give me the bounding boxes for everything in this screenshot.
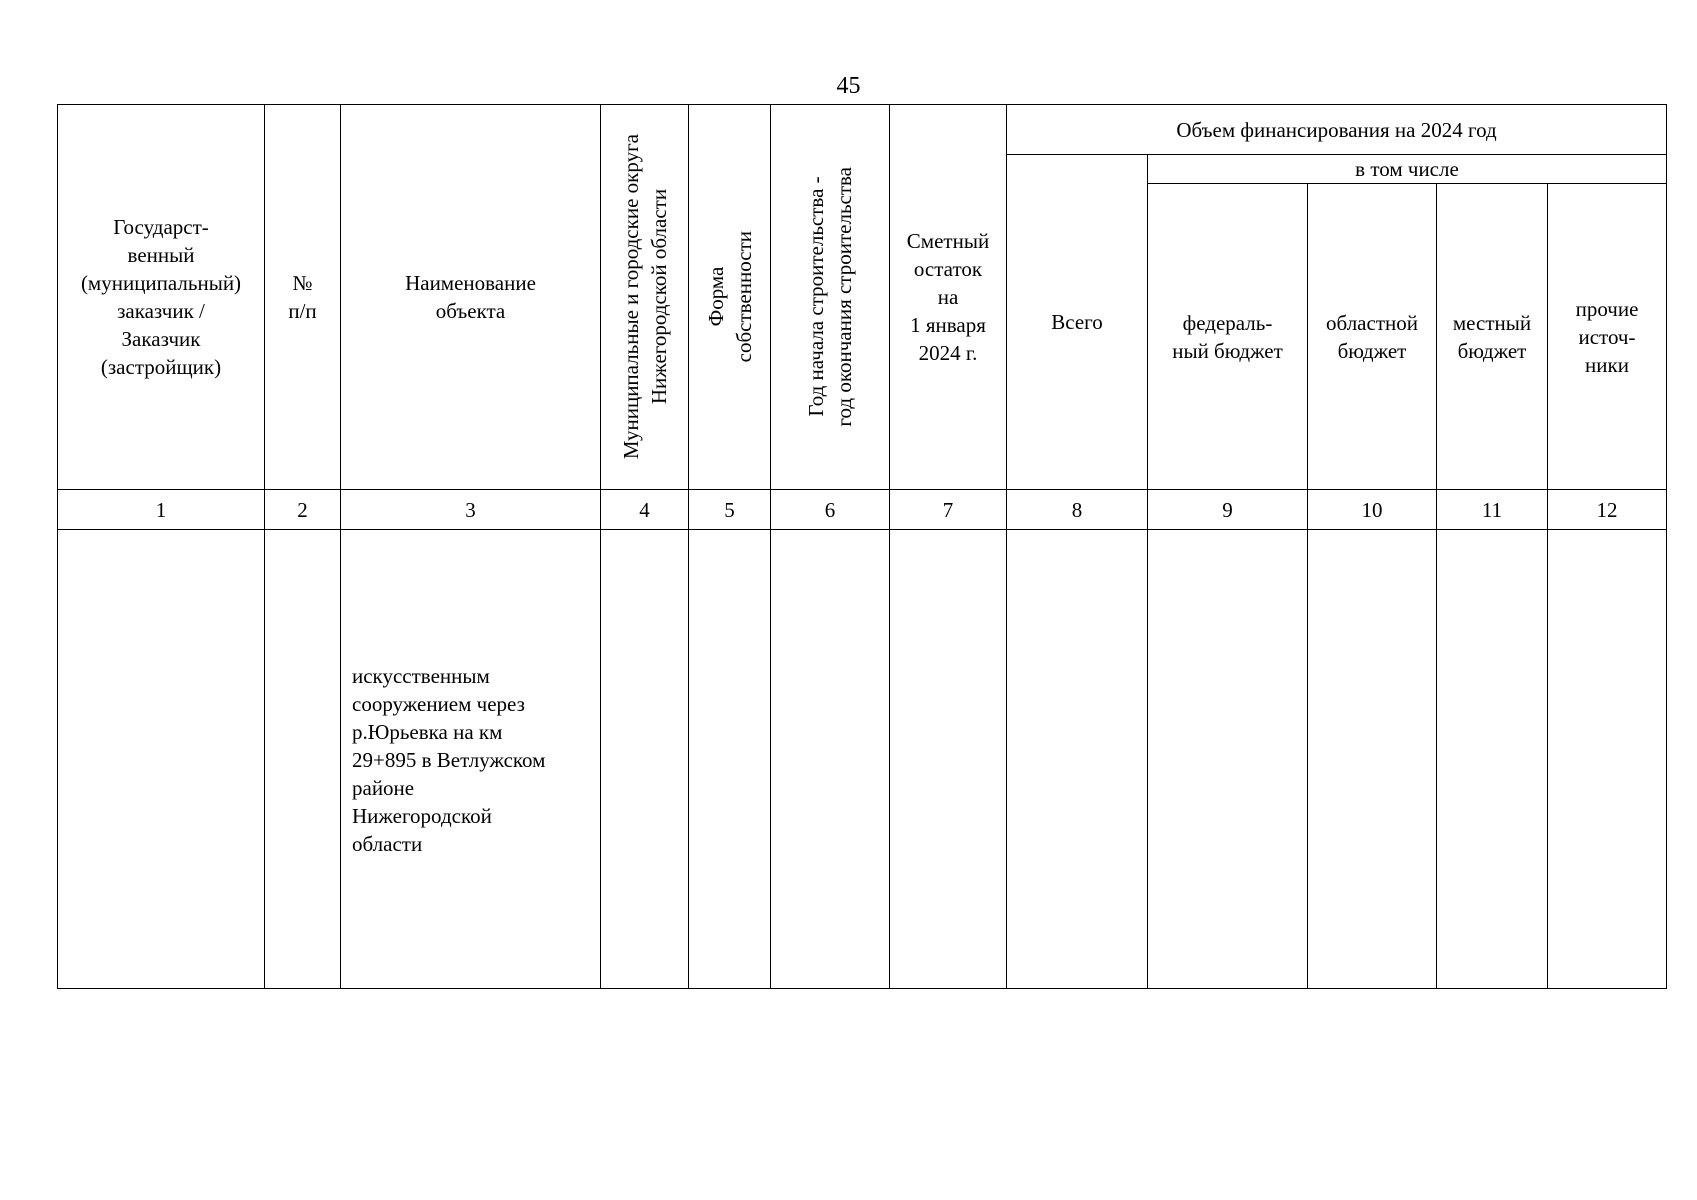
column-number: 3 [341,490,601,530]
header-including: в том числе [1148,155,1667,184]
header-construction-years-text: Год начала строительства - год окончания строительства [804,167,856,427]
cell-ownership [689,530,771,989]
cell-other [1548,530,1667,989]
cell-regional [1308,530,1437,989]
column-number: 4 [601,490,689,530]
header-customer: Государст- венный (муниципальный) заказчик / Заказчик (застройщик) [58,105,265,490]
header-financing-title: Объем финансирования на 2024 год [1007,105,1667,155]
header-municipalities [601,105,689,490]
column-number: 12 [1548,490,1667,530]
column-number: 9 [1148,490,1308,530]
header-ownership [689,105,771,490]
cell-customer [58,530,265,989]
cell-federal [1148,530,1308,989]
header-object-name: Наименование объекта [341,105,601,490]
cell-total [1007,530,1148,989]
column-numbers-row [58,490,1667,530]
header-local: местный бюджет [1437,184,1548,490]
header-regional: областной бюджет [1308,184,1437,490]
page-number: 45 [836,73,861,99]
cell-num [265,530,341,989]
header-federal: федераль- ный бюджет [1148,184,1308,490]
header-municipalities-text: Муниципальные и городские округа Нижегородской области [618,134,671,460]
header-num: № п/п [265,105,341,490]
column-number: 8 [1007,490,1148,530]
header-ownership-text: Форма собственности [703,231,756,363]
cell-estimate-balance [890,530,1007,989]
column-number: 10 [1308,490,1437,530]
financing-table [57,104,1667,989]
header-estimate-balance: Сметный остаток на 1 января 2024 г. [890,105,1007,490]
column-number: 1 [58,490,265,530]
column-number: 7 [890,490,1007,530]
header-row-1 [58,105,1667,155]
cell-local [1437,530,1548,989]
cell-municipalities [601,530,689,989]
header-total: Всего [1007,155,1148,490]
header-construction-years [771,105,890,490]
column-number: 5 [689,490,771,530]
table-row [58,530,1667,989]
header-other: прочие источ- ники [1548,184,1667,490]
cell-construction-years [771,530,890,989]
cell-object-name: искусственным сооружением через р.Юрьевка на км 29+895 в Ветлужском районе Нижегородской области [341,530,601,989]
column-number: 11 [1437,490,1548,530]
column-number: 2 [265,490,341,530]
column-number: 6 [771,490,890,530]
